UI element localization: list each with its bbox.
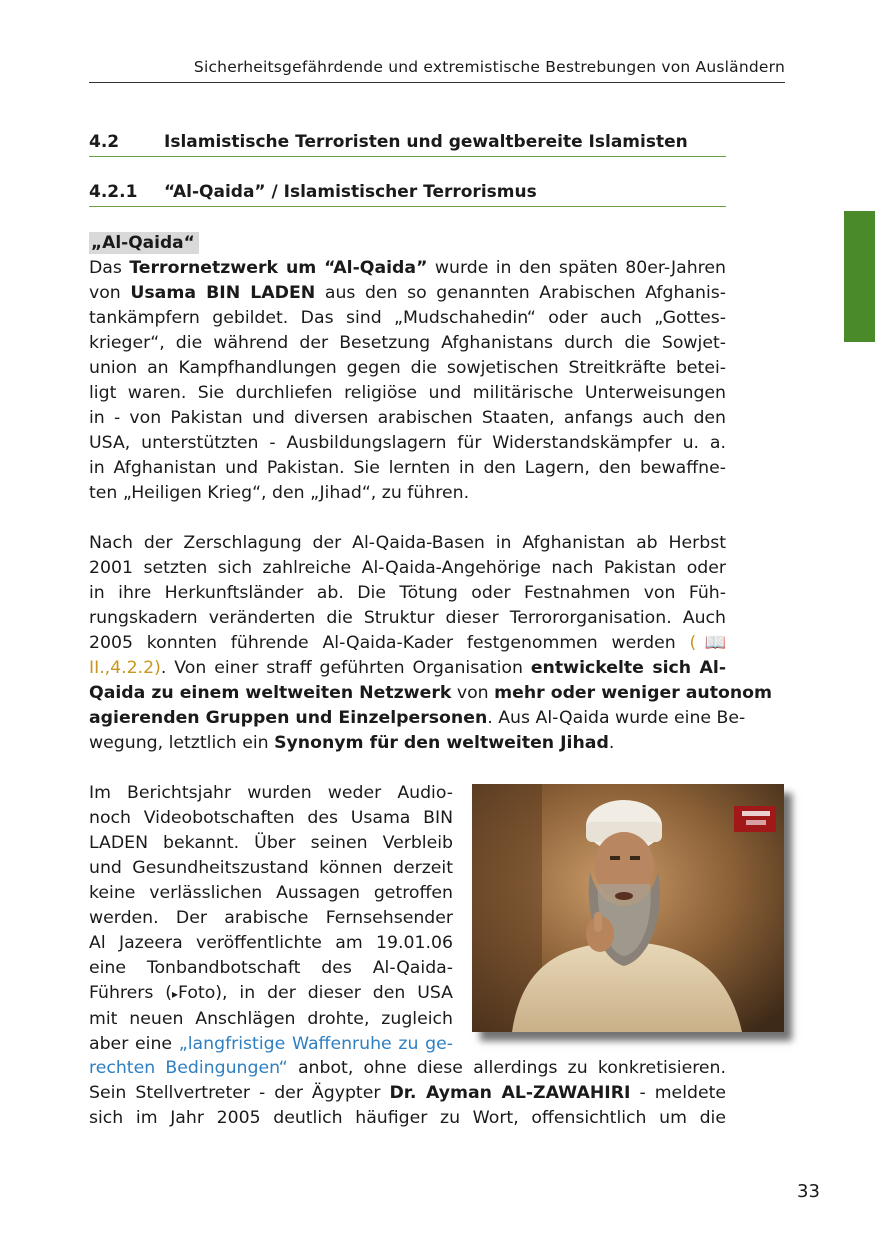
text-line: und Gesundheitszustand können derzeit bbox=[89, 858, 453, 878]
text-line: eine Tonbandbotschaft des Al-Qaida- bbox=[89, 958, 453, 978]
section-heading bbox=[89, 132, 726, 157]
running-header: Sicherheitsgefährdende und extremistische Bestrebungen von Ausländern bbox=[89, 58, 785, 83]
text-line: Nach der Zerschlagung der Al-Qaida-Basen in Afghanistan ab Herbst bbox=[89, 533, 726, 553]
chapter-tab-marker bbox=[844, 211, 875, 342]
subsection-number: 4.2.1 bbox=[89, 182, 138, 202]
text-line: in - von Pakistan und diversen arabischen Staaten, anfangs auch den bbox=[89, 408, 726, 428]
subsection-heading bbox=[89, 182, 726, 207]
paragraph-deputy bbox=[89, 1056, 726, 1131]
text-line: 2005 konnten führende Al-Qaida-Kader festgenommen werden (📖 bbox=[89, 633, 727, 653]
bold-term: mehr oder weniger autonom bbox=[494, 683, 773, 703]
text-line: Sein Stellvertreter - der Ägypter Dr. Ayman AL-ZAWAHIRI - meldete bbox=[89, 1083, 727, 1103]
portrait-photo bbox=[472, 784, 784, 1032]
text-line: Das Terrornetzwerk um “Al-Qaida” wurde in den späten 80er-Jahren bbox=[89, 258, 726, 278]
text-line: Qaida zu einem weltweiten Netzwerk von mehr oder weniger autonom bbox=[89, 683, 773, 703]
bold-term: agierenden Gruppen und Einzelpersonen bbox=[89, 708, 488, 728]
bold-term: Terrornetzwerk um “Al-Qaida” bbox=[129, 258, 428, 278]
text-line: wegung, letztlich ein Synonym für den weltweiten Jihad. bbox=[89, 733, 615, 753]
text-line: ten „Heiligen Krieg“, den „Jihad“, zu führen. bbox=[89, 483, 470, 503]
section-title: Islamistische Terroristen und gewaltbereite Islamisten bbox=[164, 132, 688, 152]
text-line: tankämpfern gebildet. Das sind „Mudschahedin“ oder auch „Gottes- bbox=[89, 308, 726, 328]
page-number: 33 bbox=[797, 1181, 820, 1202]
bold-term: entwickelte sich Al- bbox=[530, 658, 726, 678]
text-line: USA, unterstützten - Ausbildungslagern für Widerstandskämpfer u. a. bbox=[89, 433, 726, 453]
bold-term: Usama BIN LADEN bbox=[130, 283, 316, 303]
text-line: rungskadern veränderten die Struktur dieser Terrororganisation. Auch bbox=[89, 608, 726, 628]
triangle-right-icon: ▸ bbox=[172, 987, 179, 1001]
paragraph-whereabouts bbox=[89, 781, 453, 1057]
text-line: 2001 setzten sich zahlreiche Al-Qaida-Angehörige nach Pakistan oder bbox=[89, 558, 726, 578]
text-line: Al Jazeera veröffentlichte am 19.01.06 bbox=[89, 933, 453, 953]
bold-term: Synonym für den weltweiten Jihad bbox=[274, 733, 609, 753]
topic-subhead: „Al-Qaida“ bbox=[89, 232, 199, 254]
section-number: 4.2 bbox=[89, 132, 120, 152]
text-line: mit neuen Anschlägen drohte, zugleich bbox=[89, 1009, 453, 1029]
paragraph-structure bbox=[89, 531, 773, 756]
text-line: rechten Bedingungen“ anbot, ohne diese allerdings zu konkretisieren. bbox=[89, 1058, 727, 1078]
text-line: krieger“, die während der Besetzung Afghanistans durch die Sowjet- bbox=[89, 333, 726, 353]
text-line: Führers (▸Foto), in der dieser den USA bbox=[89, 983, 453, 1003]
cross-reference-link[interactable]: II.,4.2.2) bbox=[89, 658, 161, 678]
quote-link[interactable]: „langfristige Waffenruhe zu ge- bbox=[178, 1034, 454, 1054]
bold-term: Dr. Ayman AL-ZAWAHIRI bbox=[389, 1083, 631, 1103]
text-line: noch Videobotschaften des Usama BIN bbox=[89, 808, 453, 828]
text-line: II.,4.2.2). Von einer straff geführten Organisation entwickelte sich Al- bbox=[89, 658, 726, 678]
quote-link[interactable]: rechten Bedingungen“ bbox=[89, 1058, 288, 1078]
text-line: LADEN bekannt. Über seinen Verbleib bbox=[89, 833, 453, 853]
cross-reference-link[interactable]: (📖 bbox=[689, 633, 727, 653]
paragraph-origin bbox=[89, 256, 726, 506]
text-line: in ihre Herkunftsländer ab. Die Tötung oder Festnahmen von Füh- bbox=[89, 583, 726, 603]
text-line: von Usama BIN LADEN aus den so genannten Arabischen Afghanis- bbox=[89, 283, 727, 303]
text-line: Im Berichtsjahr wurden weder Audio- bbox=[89, 783, 453, 803]
bold-term: Qaida zu einem weltweiten Netzwerk bbox=[89, 683, 452, 703]
text-line: aber eine „langfristige Waffenruhe zu ge- bbox=[89, 1034, 454, 1054]
text-line: union an Kampfhandlungen gegen die sowjetischen Streitkräfte betei- bbox=[89, 358, 726, 378]
text-line: sich im Jahr 2005 deutlich häufiger zu Wort, offensichtlich um die bbox=[89, 1108, 726, 1128]
text-line: werden. Der arabische Fernsehsender bbox=[89, 908, 453, 928]
subsection-title: “Al-Qaida” / Islamistischer Terrorismus bbox=[164, 182, 537, 202]
text-line: keine verlässlichen Aussagen getroffen bbox=[89, 883, 453, 903]
text-line: agierenden Gruppen und Einzelpersonen. Aus Al-Qaida wurde eine Be- bbox=[89, 708, 746, 728]
text-line: ligt waren. Sie durchliefen religiöse und militärische Unterweisungen bbox=[89, 383, 726, 403]
text-line: in Afghanistan und Pakistan. Sie lernten in den Lagern, den bewaffne- bbox=[89, 458, 726, 478]
